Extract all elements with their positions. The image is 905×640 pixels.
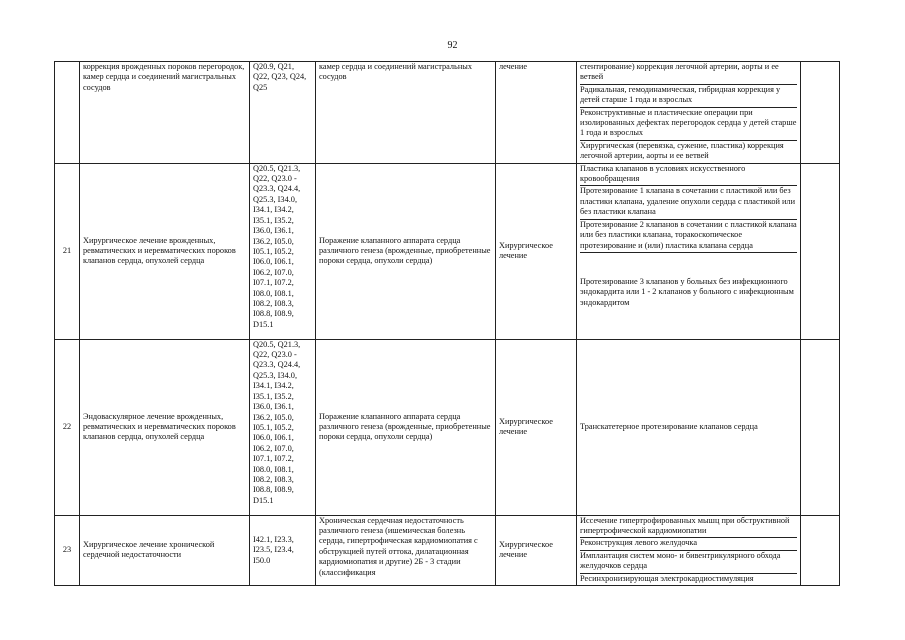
table-row [55,339,840,515]
row-codes: I42.1, I23.3, I23.5, I23.4, I50.0 [250,515,316,585]
method-item: Имплантация систем моно- и бивентрикулярного обхода желудочков сердца [580,551,797,574]
method-item [580,253,797,309]
row-number [55,62,80,164]
method-item: Протезирование 2 клапанов в сочетании с пластикой клапана или без пластики клапана, торакоскопическое протезирование и (или) пластика клапана сердца [580,220,797,253]
method-item: стентирование) коррекция легочной артерии, аорты и ее ветвей [580,62,797,85]
page-number: 92 [447,40,458,51]
method-item: Реконструктивные и пластические операции при изолированных дефектах перегородок сердца у детей старше 1 года и взрослых [580,108,797,141]
table-row [55,62,840,164]
row-methods [577,339,801,515]
row-extra [801,163,840,339]
table-row [55,163,840,339]
method-item: Радикальная, гемодинамическая, гибридная коррекция у детей старше 1 года и взрослых [580,85,797,108]
row-name: Хирургическое лечение врожденных, ревматических и неревматических пороков клапанов сердца, опухолей сердца [80,163,250,339]
row-name: коррекция врожденных пороков перегородок, камер сердца и соединений магистральных сосудов [80,62,250,164]
row-model: Поражение клапанного аппарата сердца различного генеза (врожденные, приобретенные пороки сердца, опухоли сердца) [316,339,496,515]
row-methods [577,163,801,339]
row-name: Хирургическое лечение хронической сердечной недостаточности [80,515,250,585]
row-methods [577,62,801,164]
row-extra [801,339,840,515]
method-item: Реконструкция левого желудочка [580,538,797,550]
row-treatment: Хирургическое лечение [496,515,577,585]
row-name: Эндоваскулярное лечение врожденных, ревматических и неревматических пороков клапанов сердца, опухолей сердца [80,339,250,515]
row-extra [801,515,840,585]
row-treatment: Хирургическое лечение [496,339,577,515]
method-item: Протезирование 1 клапана в сочетании с пластикой или без пластики клапана, удаление опухоли сердца с пластикой или без пластики клапана [580,186,797,219]
row-model: камер сердца и соединений магистральных сосудов [316,62,496,164]
row-methods [577,515,801,585]
row-number: 22 [55,339,80,515]
row-codes: Q20.5, Q21.3, Q22, Q23.0 - Q23.3, Q24.4, Q25.3, I34.0, I34.1, I34.2, I35.1, I35.2, I36.0, I36.1, I36.2, I05.0, I05.1, I05.2, I06.0, I06.1, I06.2, I07.0, I07.1, I07.2, I08.0, I08.1, I08.2, I08.3, I08.8, I08.9, D15.1 [250,339,316,515]
method-item: Хирургическая (перевязка, сужение, пластика) коррекция легочной артерии, аорты и ее ветвей [580,140,784,161]
row-codes: Q20.9, Q21, Q22, Q23, Q24, Q25 [250,62,316,164]
method-item: Иссечение гипертрофированных мышц при обструктивной гипертрофической кардиомиопатии [580,516,797,539]
method-item: Ресинхронизирующая электрокардиостимуляция [580,573,754,583]
row-model: Поражение клапанного аппарата сердца различного генеза (врожденные, приобретенные пороки сердца, опухоли сердца) [316,163,496,339]
row-model: Хроническая сердечная недостаточность различного генеза (ишемическая болезнь сердца, гипертрофическая кардиомиопатия с обструкцией путей оттока, дилатационная кардиомиопатия и другие) 2Б - 3 стадии (классификация [316,515,496,585]
table-row [55,515,840,585]
row-treatment: Хирургическое лечение [496,163,577,339]
row-treatment: лечение [496,62,577,164]
row-number: 23 [55,515,80,585]
method-item-text: Протезирование 3 клапанов у больных без инфекционного эндокардита или 1 - 2 клапанов у больного с инфекционным эндокардитом [580,276,794,307]
method-item: Транскатетерное протезирование клапанов сердца [580,421,758,431]
method-item: Пластика клапанов в условиях искусственного кровообращения [580,164,797,187]
row-extra [801,62,840,164]
row-number: 21 [55,163,80,339]
row-codes: Q20.5, Q21.3, Q22, Q23.0 - Q23.3, Q24.4, Q25.3, I34.0, I34.1, I34.2, I35.1, I35.2, I36.0, I36.1, I36.2, I05.0, I05.1, I05.2, I06.0, I06.1, I06.2, I07.0, I07.1, I07.2, I08.0, I08.1, I08.2, I08.3, I08.8, I08.9, D15.1 [250,163,316,339]
treatment-table [54,61,840,586]
